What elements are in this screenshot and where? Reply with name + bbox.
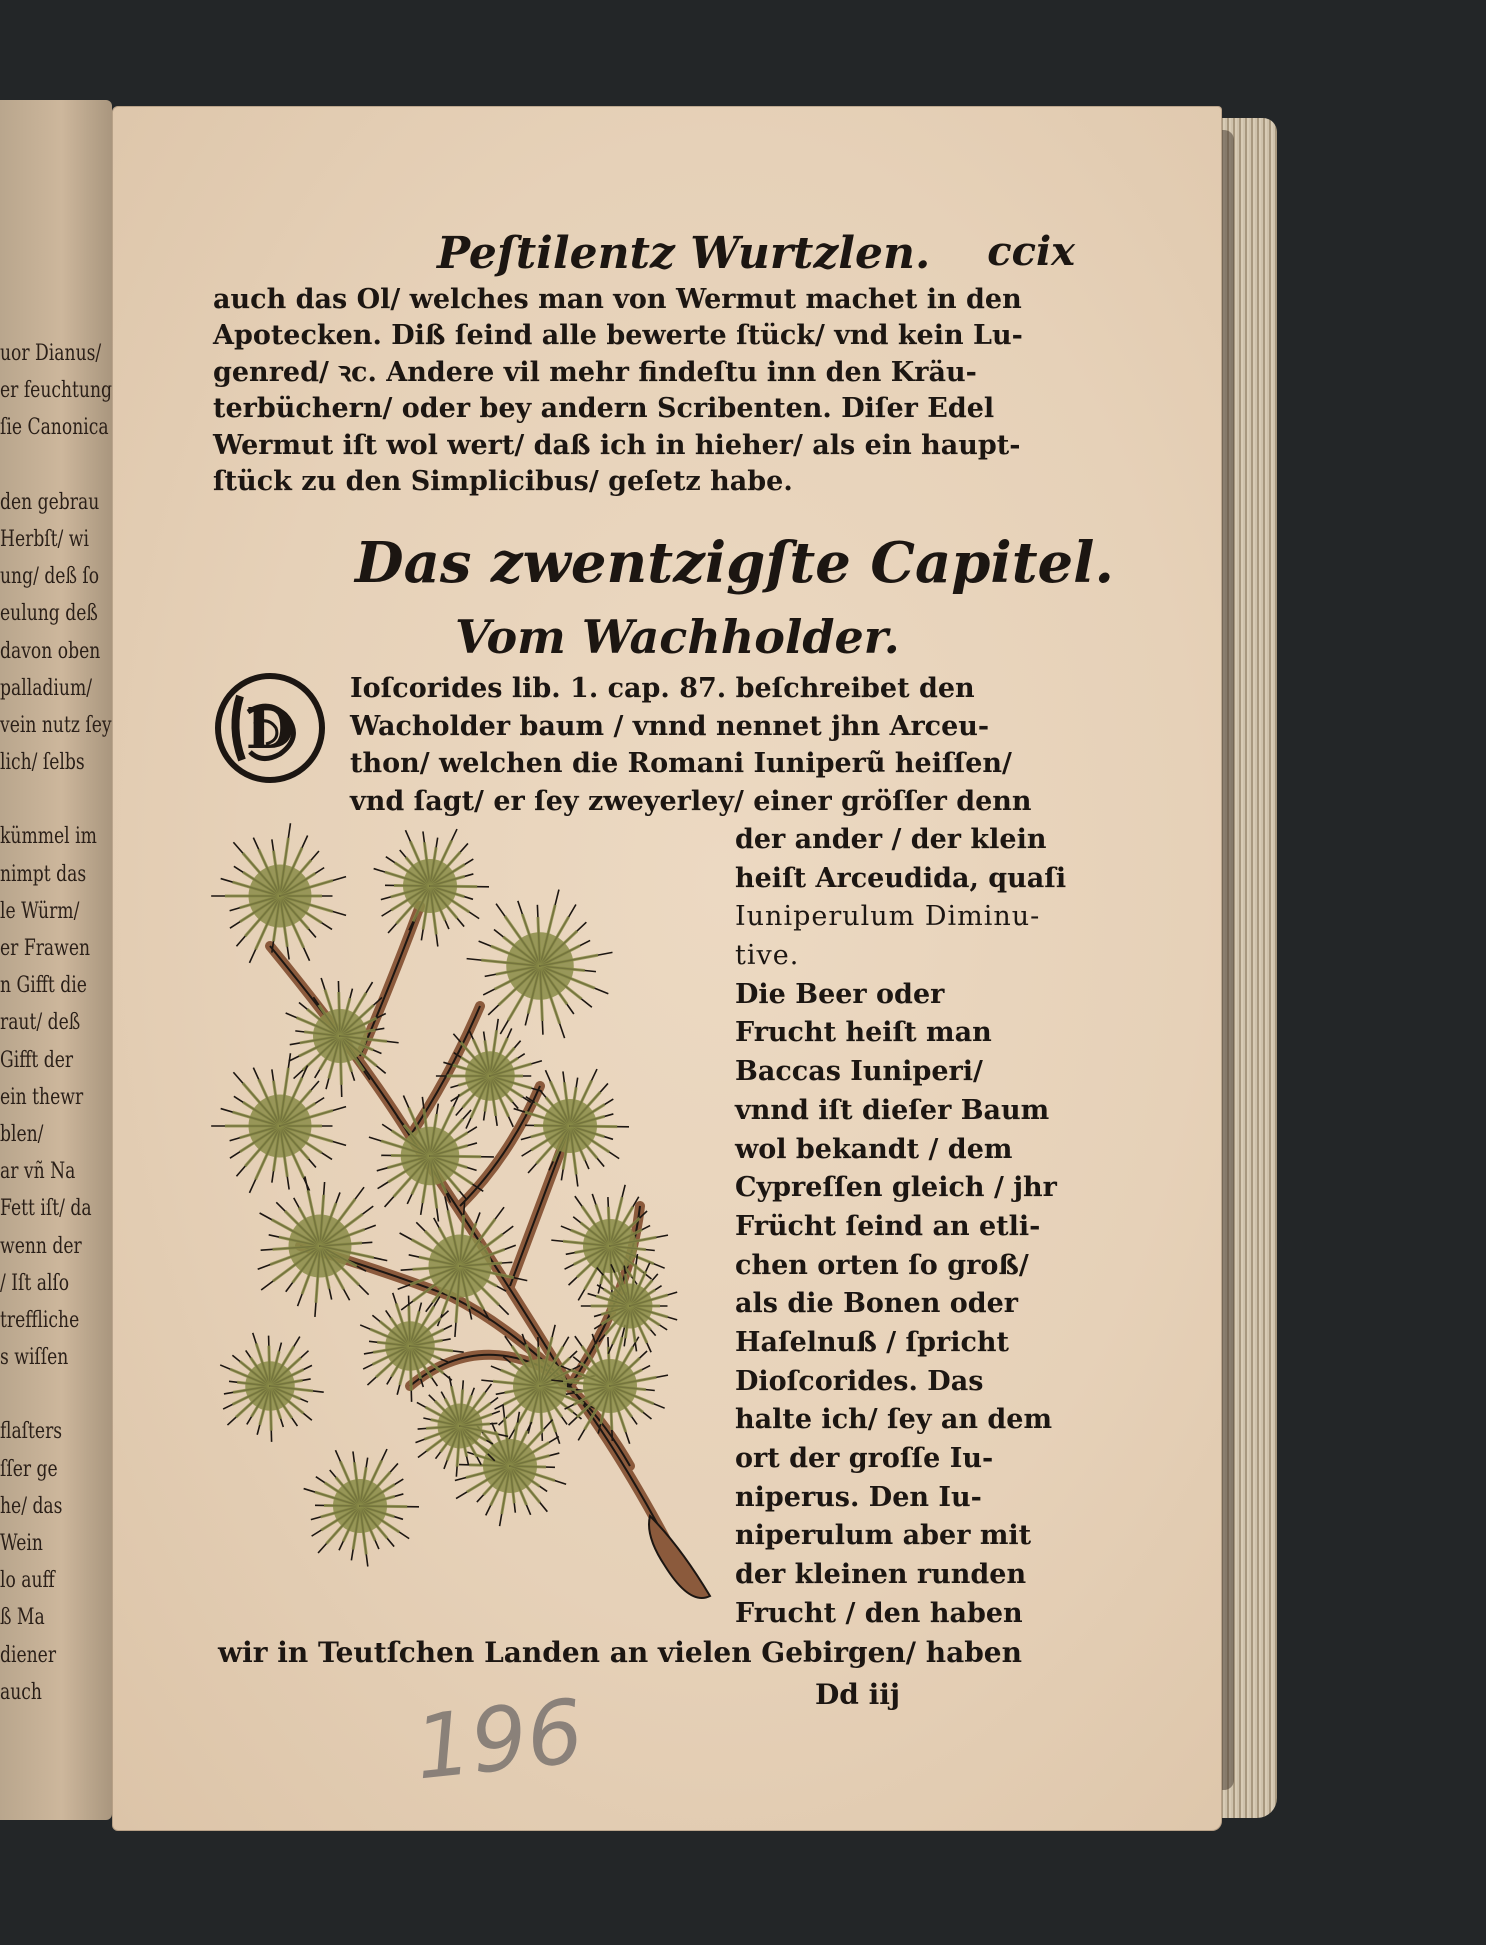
- juniper-woodcut-illustration: [210, 826, 730, 1636]
- facing-page-line: le Würm/: [0, 898, 80, 924]
- facing-page-line: wenn der: [0, 1233, 82, 1259]
- facing-page-line: n Gifft die: [0, 973, 87, 999]
- needle-fill: [430, 1156, 481, 1157]
- chapter-title: Das zwentzigſte Capitel.: [355, 530, 1114, 596]
- facing-page-line: diener: [0, 1642, 57, 1668]
- body-column-line: Cypreſſen gleich / jhr: [735, 1172, 1057, 1204]
- facing-page-line: ein thewr: [0, 1084, 84, 1110]
- page-header: [330, 228, 1075, 280]
- facing-page-line: treffliche: [0, 1307, 80, 1333]
- chapter-subtitle: Vom Wachholder.: [455, 610, 900, 664]
- folio-number: ccix: [987, 228, 1075, 275]
- body-top-line: genred/ ꝛc. Andere vil mehr findeſtu inn den Kräu-: [213, 356, 977, 388]
- needle-fill: [409, 1306, 410, 1346]
- facing-page-line: kümmel im: [0, 824, 97, 850]
- body-text-column: [735, 821, 1080, 1633]
- facing-page-line: palladium/: [0, 675, 93, 701]
- body-intro-line: Wacholder baum / vnnd nennet jhn Arceu-: [350, 710, 990, 742]
- body-column-line: Frucht / den haben: [735, 1597, 1023, 1629]
- needle-fill: [610, 1386, 612, 1430]
- needle-fill: [360, 1506, 407, 1507]
- needle-fill: [608, 1207, 610, 1246]
- facing-page: [0, 100, 112, 1820]
- facing-page-line: ß Ma: [0, 1605, 45, 1631]
- facing-page-line: blen/: [0, 1121, 44, 1147]
- body-column-line: Die Beer oder: [735, 978, 945, 1010]
- facing-page-line: uor Dianus/: [0, 341, 102, 366]
- facing-page-line: ung/ deß ſo: [0, 564, 100, 590]
- facing-page-line: Wein: [0, 1531, 43, 1556]
- facing-page-line: eulung deß: [0, 601, 98, 627]
- running-head: Peſtilentz Wurtzlen.: [437, 228, 931, 279]
- facing-page-line: er Frawen: [0, 936, 91, 961]
- body-column-line: der kleinen runden: [735, 1559, 1027, 1591]
- needle-fill: [538, 1347, 540, 1386]
- body-column-line: Dioſcorides. Das: [735, 1365, 984, 1397]
- branch: [460, 1086, 540, 1206]
- facing-page-line: lich/ ſelbs: [0, 750, 85, 776]
- facing-page-line: ſſer ge: [0, 1456, 58, 1482]
- body-column-line: vnnd iſt dieſer Baum: [735, 1094, 1050, 1126]
- body-top-line: auch das Ol/ welches man von Wermut machet in den: [213, 284, 1022, 315]
- facing-page-line: nimpt das: [0, 861, 87, 887]
- needle-fill: [570, 1126, 617, 1127]
- facing-page-line: vein nutz ſey: [0, 712, 112, 738]
- body-text-top: [213, 282, 1075, 500]
- body-column-line: Haſelnuß / ſpricht: [735, 1326, 1010, 1358]
- body-text-intro: [350, 670, 1078, 820]
- body-column-line: heiſt Arceudida, quaſi: [735, 862, 1067, 894]
- body-top-line: ſtück zu den Simplicibus/ geſetz habe.: [213, 465, 793, 497]
- facing-page-line: den gebrau: [0, 489, 100, 515]
- facing-page-line: / Iſt alſo: [0, 1270, 70, 1296]
- signature-mark: Dd iij: [815, 1678, 901, 1711]
- facing-page-line: s wiſſen: [0, 1345, 69, 1371]
- branch-outline: [360, 906, 420, 1056]
- body-column-line: Frucht heiſt man: [735, 1017, 992, 1049]
- needle-fill: [540, 1386, 542, 1430]
- facing-page-line: er feuchtung: [0, 378, 113, 404]
- needle-fill: [269, 1346, 270, 1386]
- facing-page-line: he/ das: [0, 1493, 63, 1519]
- needle-fill: [430, 886, 477, 887]
- body-column-line: Frücht ſeind an etli-: [735, 1210, 1041, 1242]
- drop-cap-letter: D: [245, 696, 295, 762]
- facing-page-line: flaſters: [0, 1419, 63, 1445]
- facing-page-line: [0, 1376, 87, 1413]
- body-intro-line: vnd ſagt/ er ſey zweyerley/ einer gröſſer denn: [350, 785, 1032, 817]
- body-column-line: niperus. Den Iu-: [735, 1481, 982, 1513]
- pencil-annotation: 196: [410, 1679, 588, 1800]
- facing-page-line: auch: [0, 1679, 42, 1705]
- body-column-line: tive.: [735, 940, 800, 972]
- body-column-line: wol bekandt / dem: [735, 1133, 1013, 1165]
- facing-page-line: [0, 781, 87, 818]
- body-intro-line: thon/ welchen die Romani Iuniperũ heiſſen/: [350, 748, 1012, 780]
- needle-fill: [340, 1036, 341, 1085]
- body-text-last-line: wir in Teutſchen Landen an vielen Gebirgen/ haben: [218, 1636, 1022, 1669]
- needle-fill: [410, 1346, 411, 1391]
- facing-page-text: [0, 335, 113, 1711]
- body-column-line: Baccas Iuniperi/: [735, 1056, 983, 1088]
- facing-page-line: Gifft der: [0, 1047, 74, 1073]
- facing-page-line: davon oben: [0, 638, 101, 664]
- body-column-line: ort der groſſe Iu-: [735, 1443, 994, 1474]
- drop-cap-initial: [210, 668, 330, 788]
- needle-fill: [339, 992, 340, 1036]
- body-top-line: terbüchern/ oder bey andern Scribenten. Diſer Edel: [213, 393, 995, 425]
- facing-page-line: lo auff: [0, 1568, 55, 1594]
- needle-fill: [270, 1386, 271, 1431]
- body-column-line: als die Bonen oder: [735, 1288, 1019, 1320]
- body-top-line: Wermut iſt wol wert/ daß ich in hieher/ als ein haupt-: [213, 429, 1021, 461]
- facing-page-line: ar vñ Na: [0, 1159, 76, 1185]
- needle-fill: [538, 917, 540, 966]
- body-column-line: chen orten ſo groß/: [735, 1249, 1029, 1281]
- facing-page-line: ſie Canonica: [0, 415, 109, 441]
- facing-page-line: Herbſt/ wi: [0, 526, 89, 552]
- branch-base: [649, 1516, 710, 1598]
- body-column-line: halte ich/ ſey an dem: [735, 1404, 1053, 1436]
- facing-page-line: [0, 447, 87, 484]
- body-column-line: niperulum aber mit: [735, 1520, 1032, 1552]
- body-column-line: Iuniperulum Diminu-: [735, 901, 1041, 933]
- page-edge-shadow: [1222, 130, 1234, 1790]
- body-top-line: Apotecken. Diß ſeind alle bewerte ſtück/ vnd kein Lu-: [213, 320, 1023, 352]
- body-intro-line: Ioſcorides lib. 1. cap. 87. beſchreibet den: [350, 673, 975, 704]
- facing-page-line: Fett iſt/ da: [0, 1196, 92, 1222]
- body-column-line: der ander / der klein: [735, 824, 1047, 855]
- facing-page-line: raut/ deß: [0, 1010, 81, 1036]
